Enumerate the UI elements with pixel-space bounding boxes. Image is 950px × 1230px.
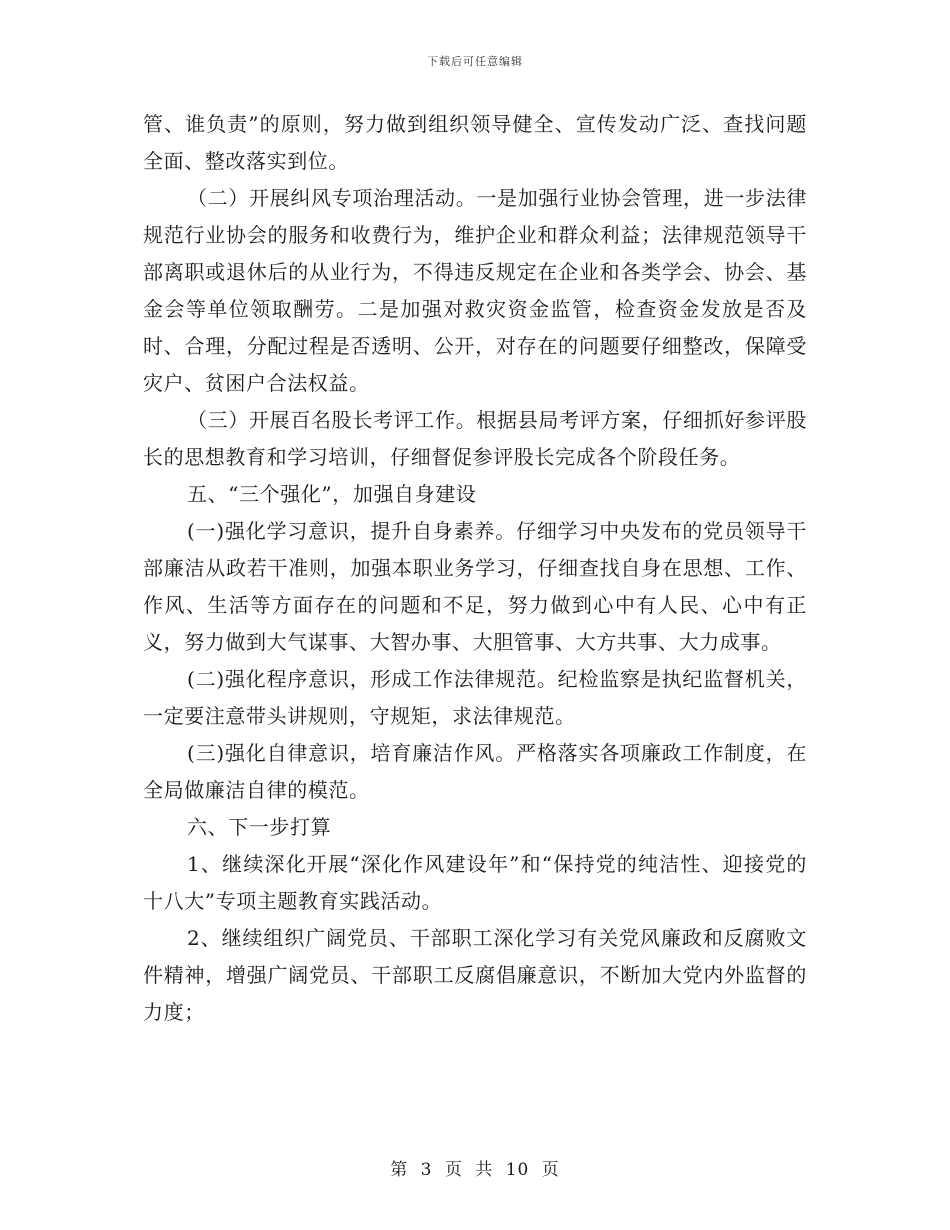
- paragraph-7: (三)强化自律意识，培育廉洁作风。严格落实各项廉政工作制度，在全局做廉洁自律的模范。: [143, 741, 807, 802]
- paragraph-2: （二）开展纠风专项治理活动。一是加强行业协会管理，进一步法律规范行业协会的服务和收费行为，维护企业和群众利益；法律规范领导干部离职或退休后的从业行为，不得违反规定在企业和各类学会、协会、基金会等单位领取酬劳。二是加强对救灾资金监管，检查资金发放是否及时、合理，分配过程是否透明、公开，对存在的问题要仔细整改，保障受灾户、贫困户合法权益。: [143, 186, 807, 395]
- document-body: [143, 106, 807, 1031]
- paragraph-1: 管、谁负责”的原则，努力做到组织领导健全、宣传发动广泛、查找问题全面、整改落实到位。: [143, 112, 807, 173]
- paragraph-9: 1、继续深化开展“深化作风建设年”和“保持党的纯洁性、迎接党的十八大”专项主题教育实践活动。: [143, 852, 807, 913]
- paragraph-6: (二)强化程序意识，形成工作法律规范。纪检监察是执纪监督机关，一定要注意带头讲规则，守规矩，求法律规范。: [143, 667, 807, 728]
- section-heading-6: 六、下一步打算: [187, 815, 332, 839]
- page-header: 下载后可任意编辑: [427, 55, 523, 68]
- page-number: 第 3 页 共 10 页: [390, 1160, 560, 1180]
- paragraph-3: （三）开展百名股长考评工作。根据县局考评方案，仔细抓好参评股长的思想教育和学习培训，仔细督促参评股长完成各个阶段任务。: [143, 408, 807, 469]
- paragraph-10: 2、继续组织广阔党员、干部职工深化学习有关党风廉政和反腐败文件精神，增强广阔党员、干部职工反腐倡廉意识，不断加大党内外监督的力度；: [143, 926, 807, 1024]
- section-heading-5: 五、“三个强化”，加强自身建设: [187, 482, 477, 506]
- paragraph-5: (一)强化学习意识，提升自身素养。仔细学习中央发布的党员领导干部廉洁从政若干准则，加强本职业务学习，仔细查找自身在思想、工作、作风、生活等方面存在的问题和不足，努力做到心中有人民、心中有正义，努力做到大气谋事、大智办事、大胆管事、大方共事、大力成事。: [143, 519, 807, 654]
